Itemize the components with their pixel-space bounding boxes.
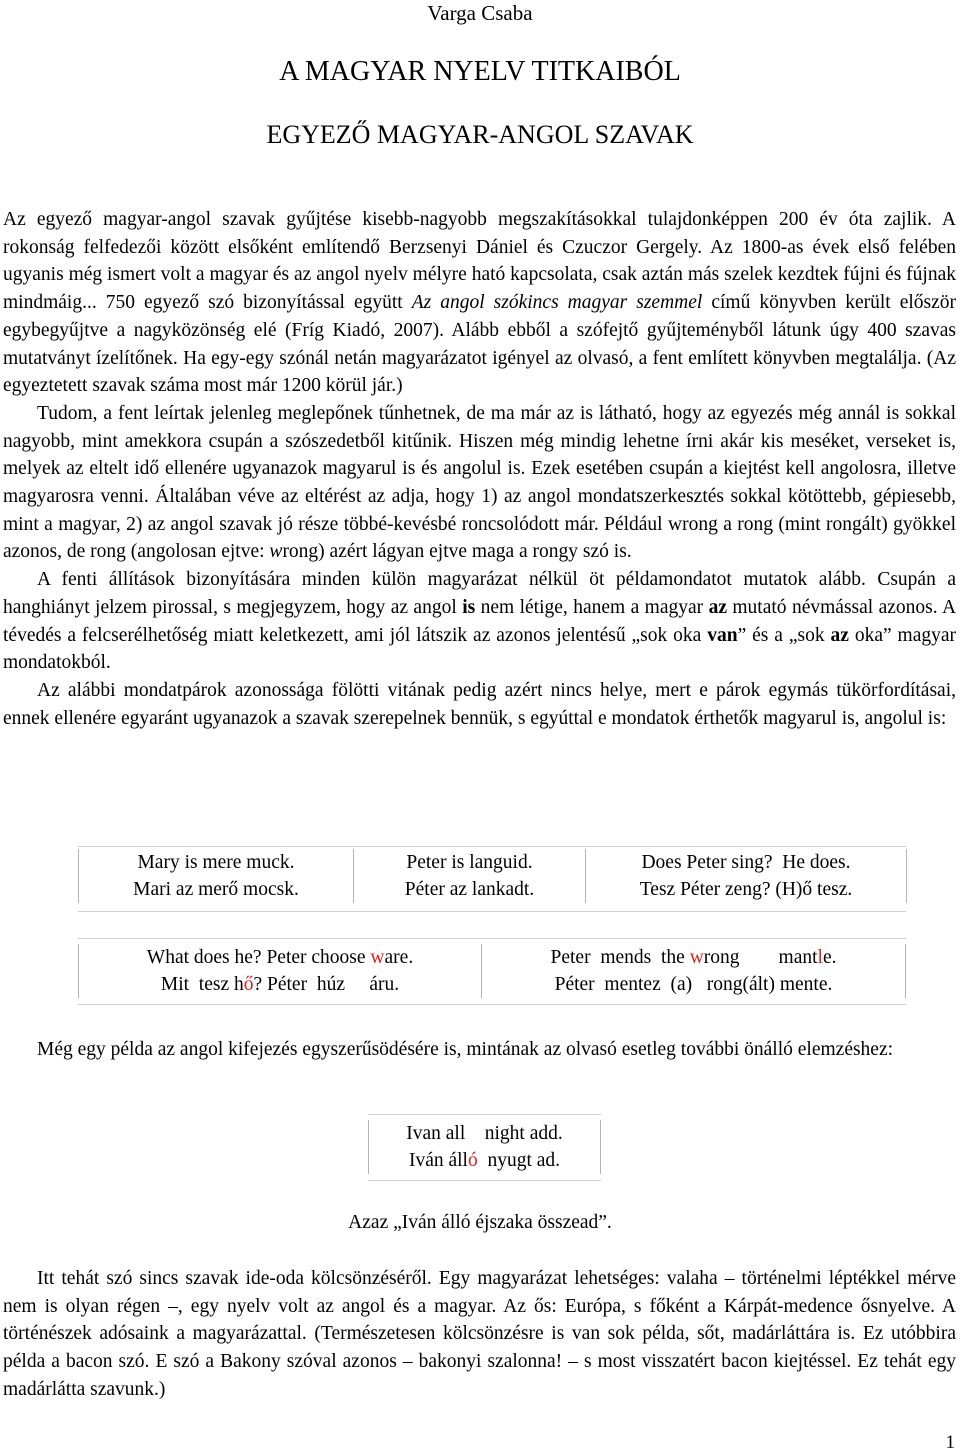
paragraph-4: Az alábbi mondatpárok azonossága fölötti vitának pedig azért nincs helye, mert e párok egymás tükörfordításai, ennek ellenére egyaránt ugyanazok a szavak szerepelnek bennük, s egyúttal e mondatok érthetők magyarul is, angolul is: [3,679,956,729]
page-subtitle: EGYEZŐ MAGYAR-ANGOL SZAVAK [266,120,694,149]
paragraph-3: A fenti állítások bizonyítására minden külön magyarázat nélkül öt példamondatot mutatok alább. Csupán a hanghiányt jelzem pirossal, s megjegyzem, hogy az angol is nem létige, hanem a magyar az mutató névmással azonos. A tévedés a felcserélhetőség miatt keletkezett, ami jól látszik az azonos jelentésű „sok oka van” és a „sok az oka” magyar mondatokból. [3,569,957,674]
intro-section [3,206,956,732]
table-2-bottom-border [78,1004,906,1005]
table-3-top-border [368,1114,601,1115]
paragraph-1: Az egyező magyar-angol szavak gyűjtése kisebb-nagyobb megszakításokkal tulajdonképpen 200 év óta zajlik. A rokonság felfedezői között elsőként említendő Berzsenyi Dániel és Czuczor Gergely. Az 1800-as évek első felében ugyanis még ismert volt a magyar és az angol nyelv mélyre ható kapcsolata, csak aztán más szelek kezdtek fújni és fújnak mindmáig... 750 egyező szó bizonyítással együtt Az angol szókincs magyar szemmel című könyvben került először egybegyűjtve a nagyközönség elé (Fríg Kiadó, 2007). Alább ebből a szófejtő gyűjteményből látunk úgy 400 szavas mutatványt ízelítőnek. Ha egy-egy szónál netán magyarázatot igényel az olvasó, a fent említett könyvben megtalálja. (Az egyeztetett szavak száma most már 1200 körül jár.) [3,209,957,397]
example-hu: Péter mentez (a) rong(ált) mente. [554,974,833,995]
example-en: What does he? Peter choose ware. [146,947,414,968]
example-table-1 [78,849,907,903]
table-1-bottom-border [78,911,906,912]
page-title: A MAGYAR NYELV TITKAIBÓL [279,56,681,87]
table-2-top-border [78,938,906,939]
paragraph-5-block [3,1036,956,1064]
example-en: Peter is languid. [406,852,533,873]
example-en: Mary is mere muck. [137,852,295,873]
example-table-2 [78,944,906,998]
example-en: Peter mends the wrong mantle. [550,947,837,968]
example-hu: Mari az merő mocsk. [133,879,299,900]
example-hu: Péter az lankadt. [404,879,535,900]
book-title: Az angol szókincs magyar szemmel [411,292,703,314]
table-3-bottom-border [368,1180,601,1181]
table-1-top-border [78,846,906,847]
example-hu: Mit tesz hő? Péter húz áru. [160,974,400,995]
paragraph-5: Még egy példa az angol kifejezés egyszerűsödésére is, mintának az olvasó esetleg további önálló elemzéshez: [37,1039,894,1060]
example-hu: Iván álló nyugt ad. [408,1150,561,1171]
example-en: Ivan all night add. [406,1123,563,1144]
paragraph-6-block [3,1265,956,1404]
paragraph-6: Itt tehát szó sincs szavak ide-oda kölcsönzéséről. Egy magyarázat lehetséges: valaha – történelmi léptékkel mérve nem is olyan régen –, egy nyelv volt az angol és a magyar. Az ős: Európa, s főként a Kárpát-medence ősnyelve. A történészek adósaink a magyarázattal. (Természetesen kölcsönzésre is van sok példa, sőt, madárláttára is. Ez utóbbira példa a bacon szó. E szó a Bakony szóval azonos – bakonyi szalonna! – s most visszatért bacon kiejtéssel. Ez tehát egy madárlátta szavunk.) [3,1268,956,1400]
example-en: Does Peter sing? He does. [641,852,851,873]
paragraph-2: Tudom, a fent leírtak jelenleg meglepőnek tűnhetnek, de ma már az is látható, hogy az egyezés még annál is sokkal nagyobb, mint amekkora csupán a szószedetből kitűnik. Hiszen még mindig lehetne írni akár kis meséket, verseket is, melyek az eltelt idő ellenére ugyanazok magyarul is és angolul is. Ezek esetében csupán a kiejtést kell angolosra, illetve magyarosra venni. Általában véve az eltérést az adja, hogy 1) az angol mondatszerkesztés sokkal kötöttebb, gépiesebb, mint a magyar, 2) az angol szavak jó része többé-kevésbé roncsolódott már. Például wrong a rong (mint rongált) gyökkel azonos, de rong (angolosan ejtve: wrong) azért lágyan ejtve maga a rongy szó is. [3,402,956,563]
page-number: 1 [945,1432,955,1453]
example-caption: Azaz „Iván álló éjszaka összead”. [348,1212,612,1233]
author: Varga Csaba [427,1,533,25]
example-table-3 [368,1120,601,1174]
example-hu: Tesz Péter zeng? (H)ő tesz. [639,879,853,900]
